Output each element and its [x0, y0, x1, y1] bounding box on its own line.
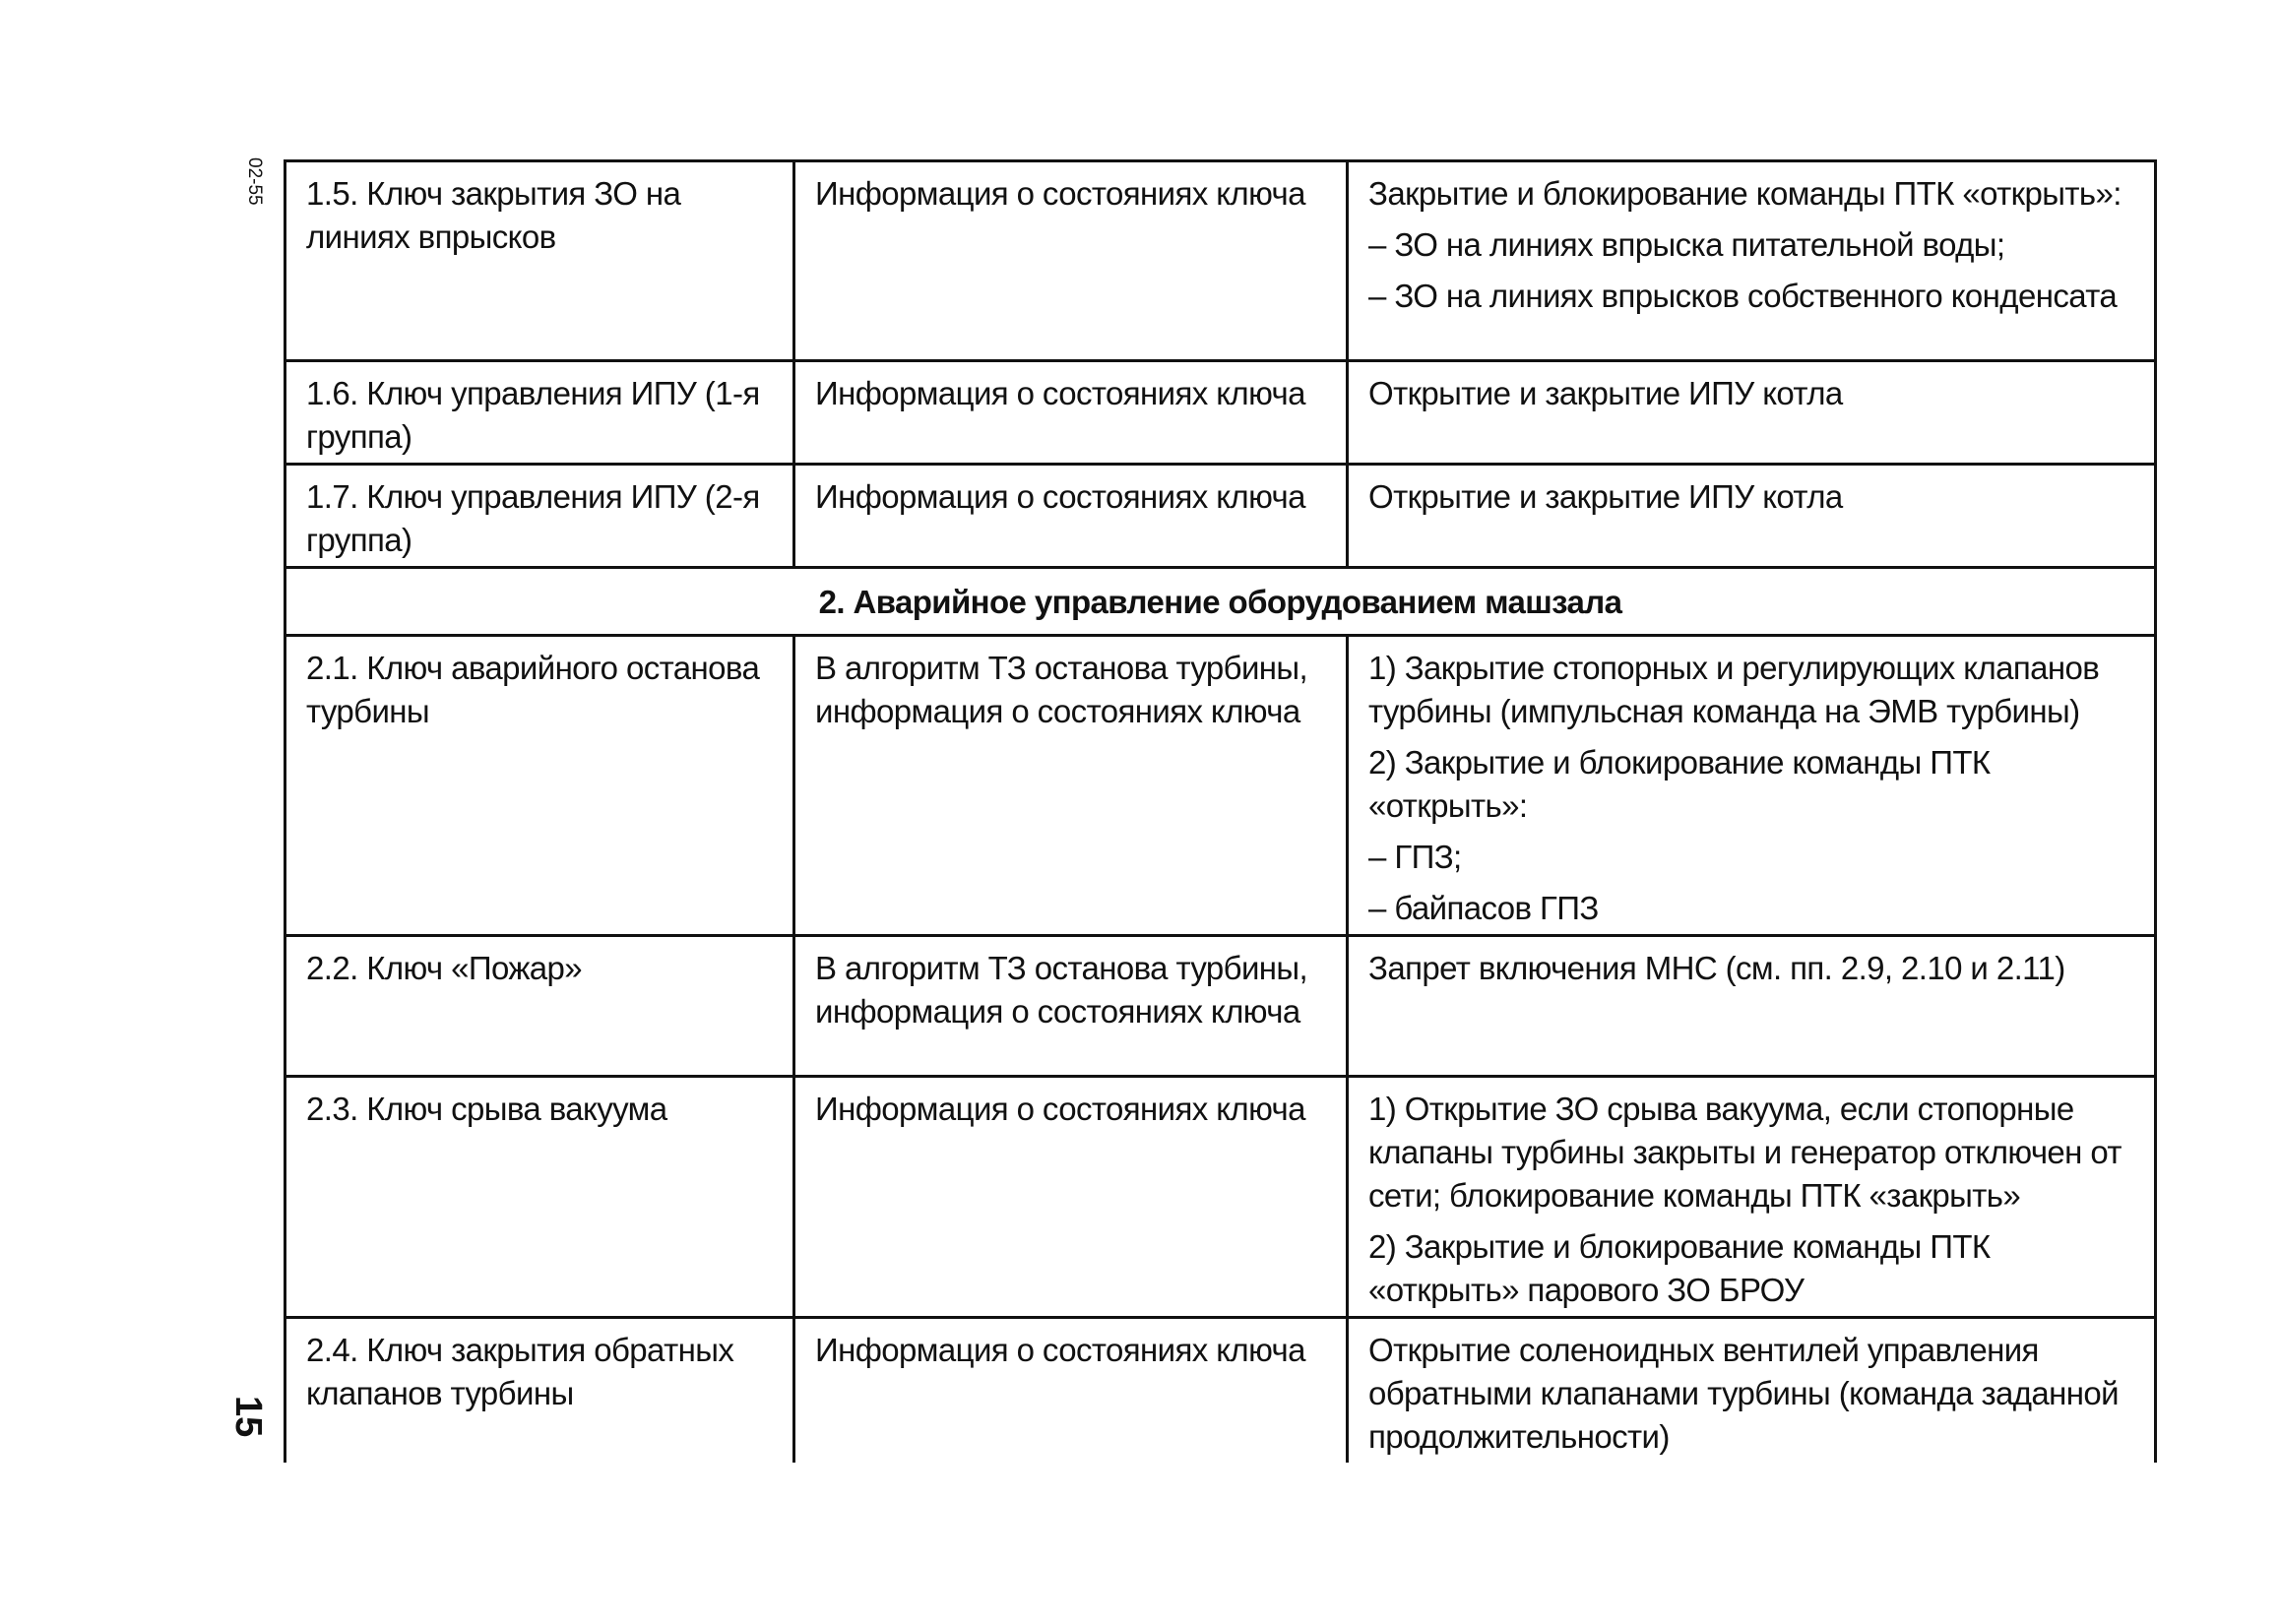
key-name-cell: 2.4. Ключ закрытия обратных клапанов турбины: [285, 1318, 794, 1464]
key-name-cell: 1.6. Ключ управления ИПУ (1-я группа): [285, 361, 794, 465]
table-row: [285, 161, 2156, 361]
action-line: 1) Закрытие стопорных и регулирующих клапанов турбины (импульсная команда на ЭМВ турбины): [1368, 650, 2100, 729]
key-name-cell: 2.3. Ключ срыва вакуума: [285, 1077, 794, 1318]
control-keys-table: [284, 159, 2157, 1463]
input-info-cell: В алгоритм ТЗ останова турбины, информация о состояниях ключа: [794, 636, 1348, 936]
action-cell: [1348, 465, 2156, 568]
action-line: – ЗО на линиях впрыска питательной воды;: [1368, 226, 2005, 263]
table-row: [285, 936, 2156, 1077]
section-row: [285, 568, 2156, 636]
action-line: – байпасов ГПЗ: [1368, 890, 1599, 926]
action-cell: [1348, 161, 2156, 361]
table-row: [285, 636, 2156, 936]
input-info-cell: В алгоритм ТЗ останова турбины, информация о состояниях ключа: [794, 936, 1348, 1077]
action-line: – ГПЗ;: [1368, 839, 1462, 875]
input-info-cell: Информация о состояниях ключа: [794, 161, 1348, 361]
key-name-cell: 2.2. Ключ «Пожар»: [285, 936, 794, 1077]
action-line: 2) Закрытие и блокирование команды ПТК «открыть»:: [1368, 744, 1991, 824]
input-info-cell: Информация о состояниях ключа: [794, 1318, 1348, 1464]
action-cell: [1348, 1077, 2156, 1318]
action-cell: [1348, 361, 2156, 465]
action-cell: [1348, 636, 2156, 936]
action-line: Закрытие и блокирование команды ПТК «открыть»:: [1368, 175, 2122, 212]
action-line: – ЗО на линиях впрысков собственного конденсата: [1368, 278, 2118, 314]
action-line: 2) Закрытие и блокирование команды ПТК «открыть» парового ЗО БРОУ: [1368, 1228, 1991, 1308]
table-row: [285, 361, 2156, 465]
key-name-cell: 2.1. Ключ аварийного останова турбины: [285, 636, 794, 936]
action-cell: [1348, 1318, 2156, 1464]
action-line: Открытие соленоидных вентилей управления обратными клапанами турбины (команда заданной продолжительности): [1368, 1332, 2120, 1455]
table-row: [285, 465, 2156, 568]
section-heading: 2. Аварийное управление оборудованием машзала: [285, 568, 2156, 636]
input-info-cell: Информация о состояниях ключа: [794, 1077, 1348, 1318]
action-line: Запрет включения МНС (см. пп. 2.9, 2.10 и 2.11): [1368, 950, 2065, 986]
table-row: [285, 1318, 2156, 1464]
table-row: [285, 1077, 2156, 1318]
action-cell: [1348, 936, 2156, 1077]
page-code: 02-55: [244, 157, 265, 206]
input-info-cell: Информация о состояниях ключа: [794, 361, 1348, 465]
key-name-cell: 1.5. Ключ закрытия ЗО на линиях впрысков: [285, 161, 794, 361]
page-number: 15: [227, 1396, 269, 1438]
input-info-cell: Информация о состояниях ключа: [794, 465, 1348, 568]
action-line: Открытие и закрытие ИПУ котла: [1368, 375, 1843, 411]
key-name-cell: 1.7. Ключ управления ИПУ (2-я группа): [285, 465, 794, 568]
action-line: 1) Открытие ЗО срыва вакуума, если стопорные клапаны турбины закрыты и генератор отключен от сети; блокирование команды ПТК «закрыть»: [1368, 1091, 2122, 1214]
action-line: Открытие и закрытие ИПУ котла: [1368, 478, 1843, 515]
